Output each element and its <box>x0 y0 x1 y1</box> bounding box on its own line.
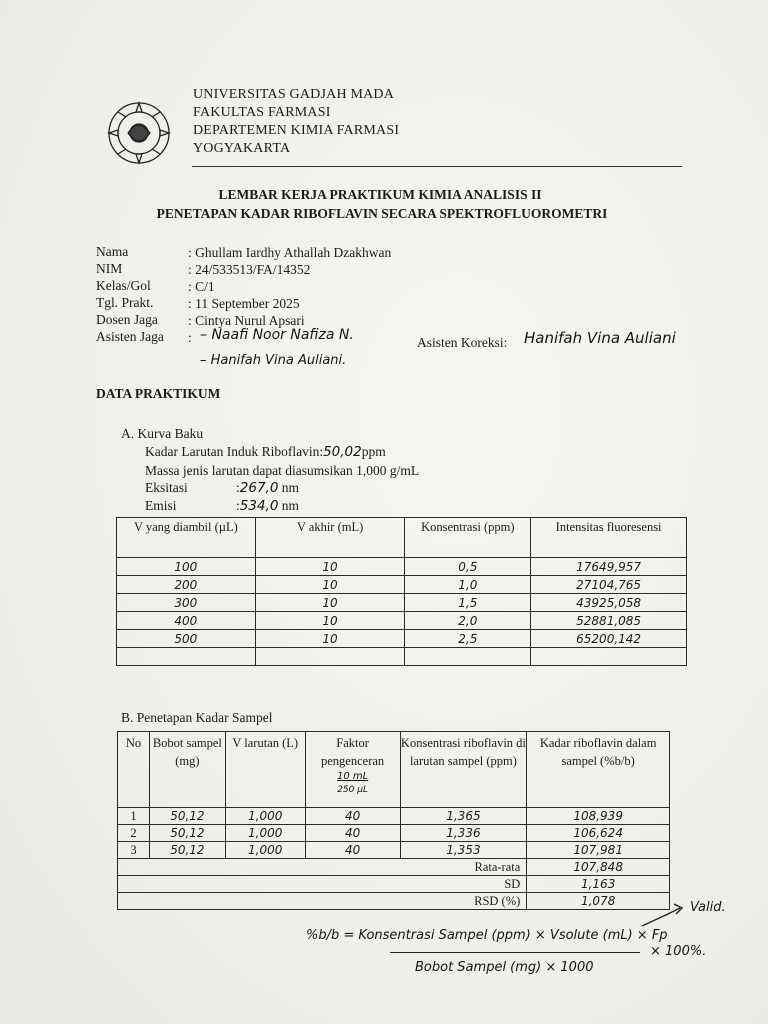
col-header: Intensitas fluoresensi <box>531 518 687 558</box>
label-nama: Nama <box>96 244 129 259</box>
table-row <box>117 576 687 594</box>
cell: 10 <box>255 630 405 648</box>
cell: 40 <box>305 808 400 825</box>
label-tgl: Tgl. Prakt. <box>96 295 154 310</box>
validation-note: Valid. <box>690 900 726 915</box>
summary-value: 1,163 <box>527 876 670 893</box>
cell: 1,353 <box>400 842 527 859</box>
table-row <box>118 825 670 842</box>
cell: 200 <box>117 576 256 594</box>
formula-fraction-bar <box>390 952 640 953</box>
cell: 43925,058 <box>531 594 687 612</box>
cell: 2,0 <box>405 612 531 630</box>
summary-label: RSD (%) <box>118 893 527 910</box>
summary-value: 107,848 <box>527 859 670 876</box>
worksheet-title: LEMBAR KERJA PRAKTIKUM KIMIA ANALISIS II <box>218 187 542 202</box>
cell: 500 <box>117 630 256 648</box>
formula-denominator: Bobot Sampel (mg) × 1000 <box>415 960 594 975</box>
cell: 100 <box>117 558 256 576</box>
cell: 10 <box>255 594 405 612</box>
formula-numerator: %b/b = Konsentrasi Sampel (ppm) × Vsolute (mL) × Fp <box>306 928 668 943</box>
worksheet-subtitle: PENETAPAN KADAR RIBOFLAVIN SECARA SPEKTROFLUOROMETRI <box>156 206 608 221</box>
cell: 1 <box>118 808 150 825</box>
emisi-unit: nm <box>281 498 300 513</box>
col-header: Kadar riboflavin dalam sampel (%b/b) <box>527 732 670 808</box>
cell: 108,939 <box>527 808 670 825</box>
table-row <box>117 594 687 612</box>
summary-row <box>118 859 670 876</box>
eksitasi-unit: nm <box>281 480 300 495</box>
institution-header <box>193 86 399 158</box>
sample-table <box>117 731 670 910</box>
cell: 50,12 <box>149 808 225 825</box>
label-nim: NIM <box>96 261 123 276</box>
cell: 1,000 <box>225 825 305 842</box>
subsection-b-heading: B. Penetapan Kadar Sampel <box>121 710 273 725</box>
kadar-label: Kadar Larutan Induk Riboflavin: <box>145 444 324 459</box>
value-tgl: : 11 September 2025 <box>188 296 300 311</box>
cell: 17649,957 <box>531 558 687 576</box>
value-dosen: : Cintya Nurul Apsari <box>188 313 305 328</box>
header-line: YOGYAKARTA <box>193 141 291 156</box>
cell <box>405 648 531 666</box>
asisten-jaga-1: – Naafi Noor Nafiza N. <box>200 327 354 343</box>
summary-label: SD <box>118 876 527 893</box>
massa-jenis-note: Massa jenis larutan dapat diasumsikan 1,000 g/mL <box>145 463 420 478</box>
col-header-label: Faktor pengenceran <box>321 736 385 768</box>
cell: 3 <box>118 842 150 859</box>
cell: 1,336 <box>400 825 527 842</box>
cell: 1,000 <box>225 842 305 859</box>
cell: 65200,142 <box>531 630 687 648</box>
table-row <box>117 612 687 630</box>
cell: 1,5 <box>405 594 531 612</box>
cell: 0,5 <box>405 558 531 576</box>
header-divider <box>192 166 682 167</box>
table-header-row <box>117 518 687 558</box>
asisten-jaga-2: – Hanifah Vina Auliani. <box>200 353 347 368</box>
emisi-label: Emisi <box>145 498 177 513</box>
cell <box>531 648 687 666</box>
cell: 50,12 <box>149 842 225 859</box>
cell: 10 <box>255 558 405 576</box>
value-nim: : 24/533513/FA/14352 <box>188 262 311 277</box>
subsection-a-heading: A. Kurva Baku <box>121 426 204 441</box>
cell: 40 <box>305 842 400 859</box>
kadar-value: 50,02 <box>323 444 362 460</box>
eksitasi-line <box>236 480 299 496</box>
table-row <box>117 630 687 648</box>
fp-denominator: 250 µL <box>337 785 368 795</box>
col-header: No <box>118 732 150 808</box>
formula-tail: × 100%. <box>650 944 707 959</box>
col-header: V yang diambil (µL) <box>117 518 256 558</box>
cell: 50,12 <box>149 825 225 842</box>
colon: : <box>236 480 240 495</box>
emisi-value: 534,0 <box>239 498 279 514</box>
cell: 1,365 <box>400 808 527 825</box>
standard-curve-table <box>116 517 687 666</box>
label-dosen: Dosen Jaga <box>96 312 158 327</box>
cell <box>117 648 256 666</box>
table-row <box>117 558 687 576</box>
table-header-row <box>118 732 670 808</box>
cell: 2,5 <box>405 630 531 648</box>
value-asisten-colon: : <box>188 330 192 345</box>
colon: : <box>236 498 240 513</box>
cell: 10 <box>255 576 405 594</box>
asisten-koreksi-value: Hanifah Vina Auliani <box>524 329 676 347</box>
cell: 107,981 <box>527 842 670 859</box>
col-header: V larutan (L) <box>225 732 305 808</box>
header-line: DEPARTEMEN KIMIA FARMASI <box>193 123 400 138</box>
cell: 2 <box>118 825 150 842</box>
table-row <box>118 808 670 825</box>
cell: 1,0 <box>405 576 531 594</box>
col-header: Bobot sampel (mg) <box>149 732 225 808</box>
ugm-logo-icon <box>106 100 172 166</box>
eksitasi-label: Eksitasi <box>145 480 188 495</box>
section-heading: DATA PRAKTIKUM <box>96 386 221 401</box>
summary-row <box>118 876 670 893</box>
cell: 10 <box>255 612 405 630</box>
value-kelas: : C/1 <box>188 279 215 294</box>
col-header: Konsentrasi riboflavin di larutan sampel (ppm) <box>400 732 527 808</box>
cell: 300 <box>117 594 256 612</box>
cell: 40 <box>305 825 400 842</box>
col-header: V akhir (mL) <box>255 518 405 558</box>
summary-value: 1,078 <box>527 893 670 910</box>
summary-row <box>118 893 670 910</box>
cell: 52881,085 <box>531 612 687 630</box>
summary-label: Rata-rata <box>118 859 527 876</box>
header-line: FAKULTAS FARMASI <box>193 105 331 120</box>
header-line: UNIVERSITAS GADJAH MADA <box>193 87 395 102</box>
asisten-koreksi-label: Asisten Koreksi: <box>417 335 508 350</box>
label-kelas: Kelas/Gol <box>96 278 151 293</box>
col-header <box>305 732 400 808</box>
cell <box>255 648 405 666</box>
col-header: Konsentrasi (ppm) <box>405 518 531 558</box>
fp-numerator: 10 mL <box>336 771 369 782</box>
cell: 106,624 <box>527 825 670 842</box>
cell: 1,000 <box>225 808 305 825</box>
emisi-line <box>236 498 299 514</box>
cell: 27104,765 <box>531 576 687 594</box>
table-row <box>117 648 687 666</box>
kadar-induk-line <box>145 444 386 460</box>
table-row <box>118 842 670 859</box>
label-asisten: Asisten Jaga <box>96 329 164 344</box>
value-nama: : Ghullam Iardhy Athallah Dzakhwan <box>188 245 392 260</box>
eksitasi-value: 267,0 <box>239 480 279 496</box>
kadar-unit: ppm <box>361 444 386 459</box>
cell: 400 <box>117 612 256 630</box>
